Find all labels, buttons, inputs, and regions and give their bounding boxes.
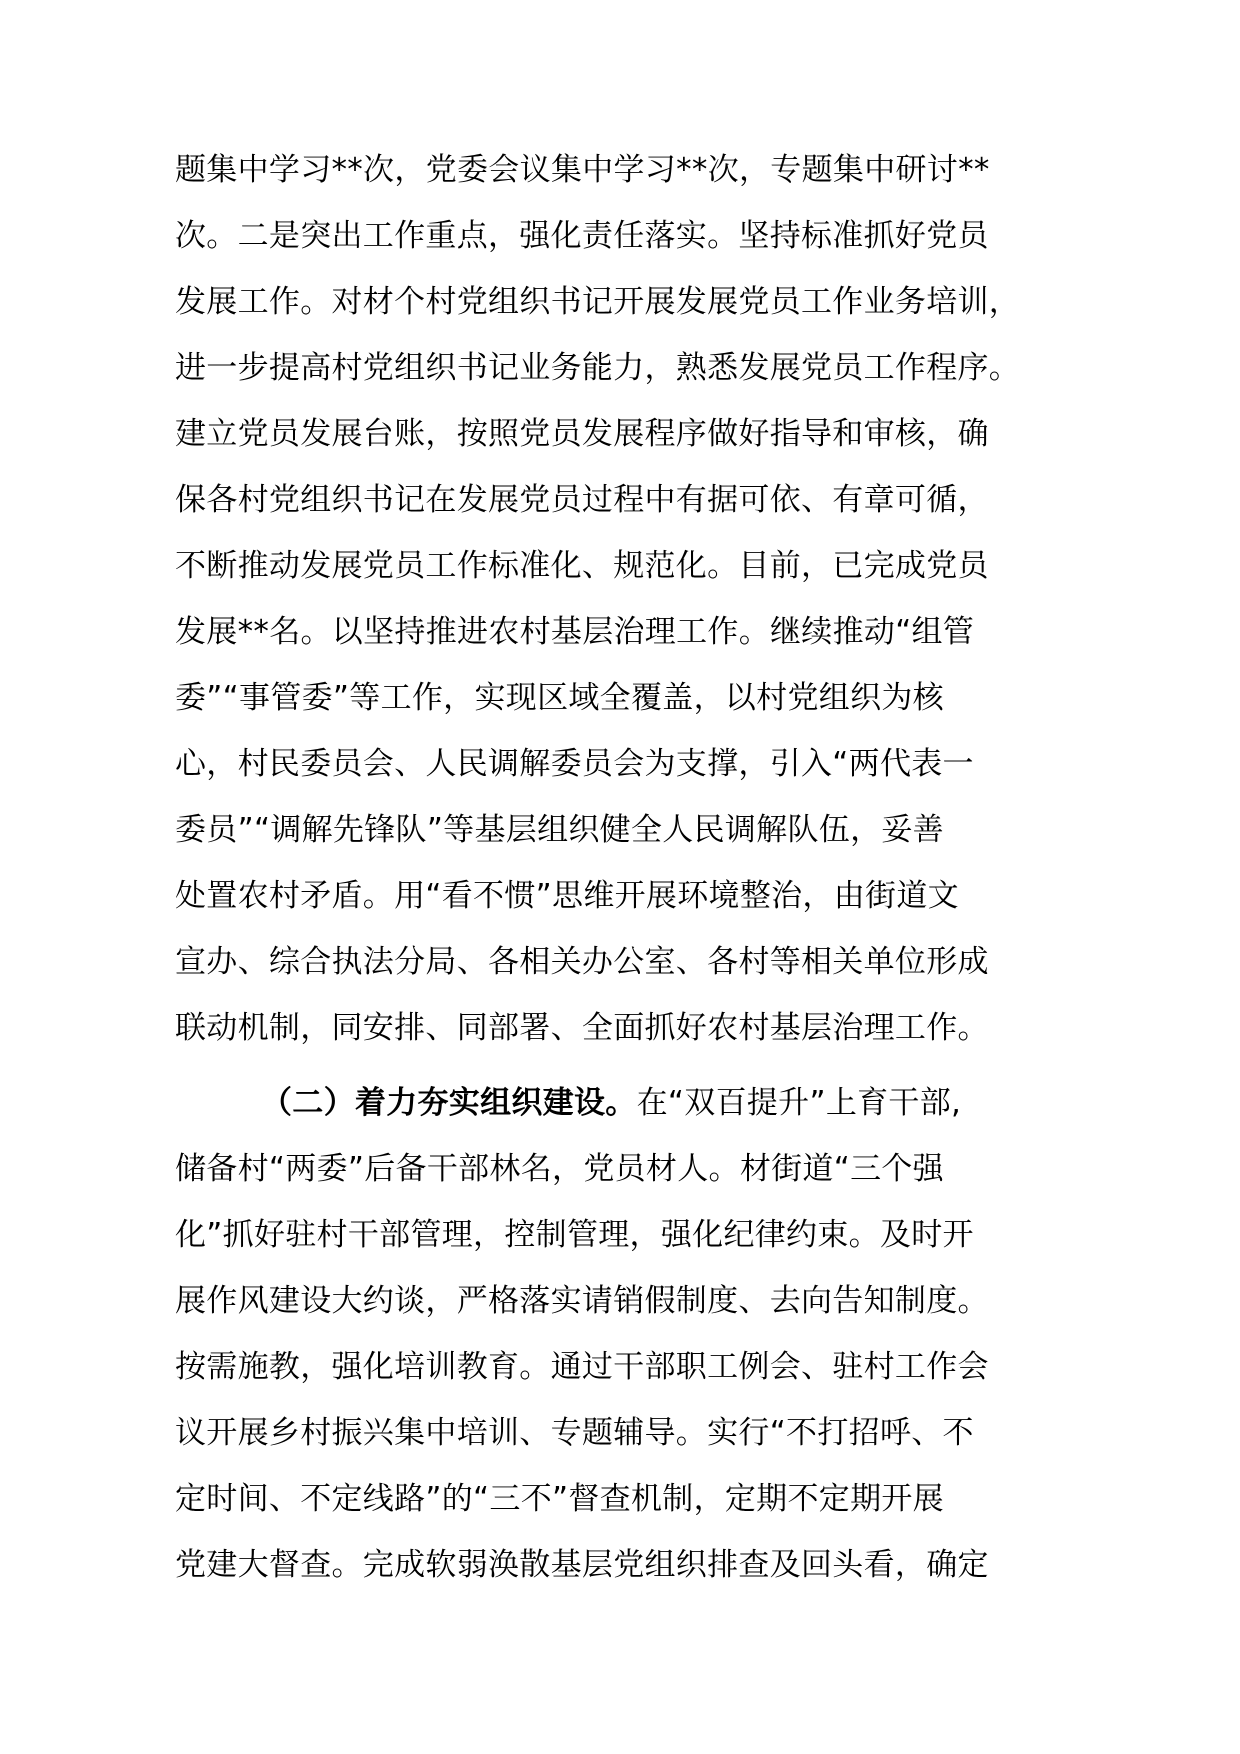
text-line: 发展**名。以坚持推进农村基层治理工作。继续推动“组管	[175, 614, 975, 650]
text-line: 展作风建设大约谈，严格落实请销假制度、去向告知制度。	[175, 1283, 989, 1319]
text-line: 建立党员发展台账，按照党员发展程序做好指导和审核，确	[175, 416, 989, 452]
text-line: 不断推动发展党员工作标准化、规范化。目前，已完成党员	[175, 548, 989, 584]
paragraph-2	[175, 1070, 1055, 1598]
text-line: 党建大督查。完成软弱涣散基层党组织排查及回头看，确定	[175, 1547, 989, 1583]
text-line: 联动机制，同安排、同部署、全面抓好农村基层治理工作。	[175, 1010, 989, 1046]
text-line: 宣办、综合执法分局、各相关办公室、各村等相关单位形成	[175, 944, 989, 980]
heading-line-text: 在“双百提升”上育干部,	[636, 1085, 962, 1121]
text-line: 心，村民委员会、人民调解委员会为支撑，引入“两代表一	[175, 746, 974, 782]
text-line: 处置农村矛盾。用“看不惯”思维开展环境整治，由街道文	[175, 878, 959, 914]
text-line: 委”“事管委”等工作，实现区域全覆盖，以村党组织为核	[175, 680, 944, 716]
document-body	[175, 137, 1055, 1598]
text-line: 进一步提高村党组织书记业务能力，熟悉发展党员工作程序。	[175, 350, 1021, 386]
text-line: 委员”“调解先锋队”等基层组织健全人民调解队伍，妥善	[175, 812, 944, 848]
text-line: 题集中学习**次，党委会议集中学习**次，专题集中研讨**	[175, 152, 990, 188]
heading-line	[175, 1070, 1055, 1136]
text-line: 定时间、不定线路”的“三不”督查机制，定期不定期开展	[175, 1481, 944, 1517]
text-line: 议开展乡村振兴集中培训、专题辅导。实行“不打招呼、不	[175, 1415, 974, 1451]
text-line: 次。二是突出工作重点，强化责任落实。坚持标准抓好党员	[175, 218, 989, 254]
text-line: 化”抓好驻村干部管理，控制管理，强化纪律约束。及时开	[175, 1217, 974, 1253]
text-line: 保各村党组织书记在发展党员过程中有据可依、有章可循，	[175, 482, 989, 518]
paragraph-1	[175, 137, 1055, 1061]
text-line: 储备村“两委”后备干部林名，党员材人。材街道“三个强	[175, 1151, 944, 1187]
text-line: 按需施教，强化培训教育。通过干部职工例会、驻村工作会	[175, 1349, 989, 1385]
text-line: 发展工作。对材个村党组织书记开展发展党员工作业务培训，	[175, 284, 1021, 320]
section-heading: （二）着力夯实组织建设。	[261, 1085, 637, 1121]
paragraph-spacer	[175, 1061, 1055, 1070]
